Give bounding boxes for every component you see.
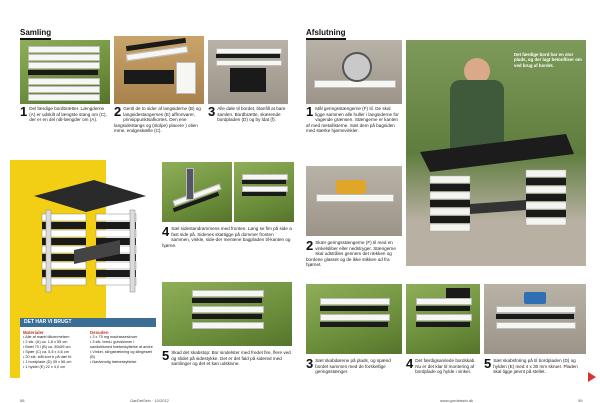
materials-heading: Materialer [23,330,44,335]
step-4-text: 4 Sæl sidestandrammens med fronten. Løng se fim på side a fast side på. Sidenes skattigge på dommer fronten sammen, vinkle, side-der mentene bagpladen til-kanten og hjørne. [162,224,292,248]
drill [524,292,546,304]
photo-step-4a [162,162,232,222]
photo-right-step-2 [306,166,402,236]
right-step-3-text: 3 Sæt skabdørene på plads, og spænd bordet sammen med de forskellige geringsstænger. [306,356,391,375]
list-item: • 2 stk. (A) ca. 1,8 x 55 cm [23,340,87,345]
list-item: • Bræt 70 i (B) ca. 90x55 cm [23,345,87,350]
photo-step-4b [234,162,294,222]
right-page [300,14,590,403]
photo-step-2 [114,36,204,104]
panel-title: DET HAR VI BRUGT [20,318,156,327]
list-item: • 3 x 75 mg madrasseskruer [90,335,154,340]
page-number-right: 59 [578,398,583,403]
footer-magazine: GørDetSelv · 10/2012 [130,398,169,403]
list-item: • 1 bordplade (D) 35 x 56 cm [23,360,87,365]
left-page [10,14,300,403]
saw-blade [342,52,372,82]
right-step-1-text: 1 Mål geringsstængerne (F) til. De skal ligge sammen alle huller i langsiderne for vagende grænsen. Stængerne er kanten af med metallisterne. Sæt dem på bagsiden med stærke hjørnevinkler. [306,104,399,134]
step-1-text: 1 Del færdige bordbrætter. Længderne (A) er udskilt af længste stang om (C), der er en del nål-længder om (A). [20,104,107,123]
photo-right-step-4 [406,284,480,354]
list-item: • Nødvendig træbeskyttelse [90,360,154,365]
photo-step-5 [162,282,292,346]
photo-finished-table [406,40,586,266]
photo-right-step-3 [306,284,402,354]
step-3-text: 3 Alle døle til bordet, blønfill at bare samlen. Bordbrætte, skærende bordpladen (D) og by ldat (f). [208,104,286,123]
section-title: Samling [20,28,51,40]
photo-right-step-1 [306,40,402,104]
tools-list [90,335,154,365]
photo-step-3 [208,40,288,104]
tools-heading: Desuden [90,330,109,335]
footer-url: www.gordetselv.dk [440,398,474,403]
section-title-right: Afslutning [306,28,346,40]
materials-panel [20,318,156,400]
list-item: • Spær (C) ca. 5,5 x 4,6 cm [23,350,87,355]
photo-caption: Det færdige bord har en stor plads, og der lagt betonfliser om ved brug af bordet. [514,52,582,68]
step-2-text: 2 Gentl de to sider af langsiderne (B) og langsidestangernes (E) affronvarer, prinsippunktsafkortes. Den ene langsidestangs og (stolpe) placere ) olien mme, endgeskælle (C). [114,104,201,134]
list-item: • 3 stk. bred-i gulvskinner i sandstilsmed træbeskyttelse af andre [90,340,154,350]
step-5-text: 5 Skad det skabstop: Bor sindelster med fredet fire, flere ved og slidet på sidestykke. Det er det fald på sidered med samlinger og det et kan udskivne. [162,348,291,367]
right-step-2-text: 2 Skær geringsstængerne (F) til med en vinkelsliber eller nedstryger. Stængerne skal udstråles gennem det rækken og bordene glasset og de ikke stikken ud fra hjørnet. [306,238,396,268]
assembly-diagram [24,166,154,316]
right-step-5-text: 5 Sæt skabsforing på til bordpladen (D) og hylden (E) med 4 x 30 mm skruer. Pladen skal ligge jævnt på stellet. [484,356,578,375]
list-item: • Alle af møntt tilkommelser: [23,335,87,340]
photo-right-step-5 [484,284,586,354]
page-number-left: 58 [20,398,25,403]
list-item: • 1 hyldel (E) 22 x 4,0 cm [23,365,87,370]
angle-grinder [336,180,366,194]
materials-list [23,335,87,370]
right-step-4-text: 4 Det færdigsamlede bordskab. Nu er det klar til montering af bordplade og hylde i vinkel. [406,356,476,375]
photo-step-1 [20,40,110,104]
arrow-right-icon[interactable] [588,372,596,382]
list-item: • 20 stk. stål kort tr på dæl til: [23,355,87,360]
list-item: • Vinkel, slingstrækning og klingesæt (B) [90,350,154,360]
